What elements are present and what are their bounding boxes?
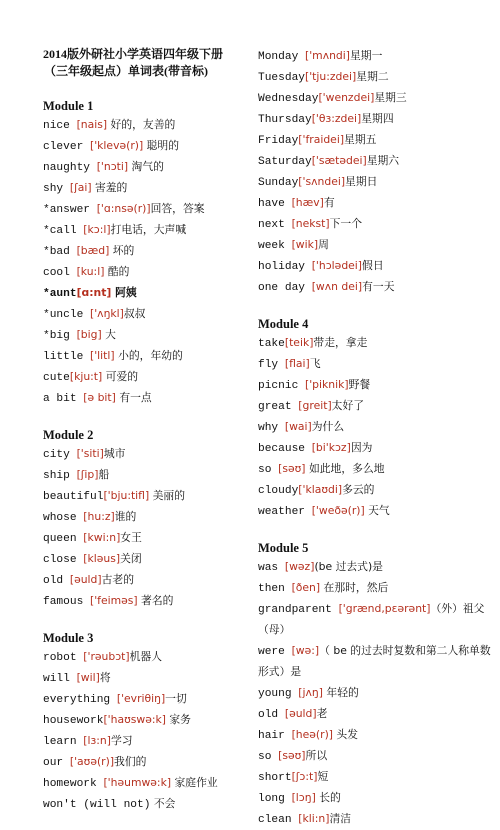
vocab-entry — [43, 773, 253, 794]
vocab-entry — [43, 752, 253, 773]
vocab-meaning: （ be 的过去时复数和第二人称单数形式）是 — [258, 644, 491, 678]
vocab-meaning: 叔叔 — [123, 307, 146, 320]
vocab-phonetic: [wai] — [284, 420, 312, 433]
vocab-meaning: 太好了 — [331, 399, 365, 412]
vocab-meaning: 一切 — [165, 692, 187, 705]
vocab-word: Tuesday — [258, 72, 305, 84]
vocab-word: *answer — [43, 204, 97, 216]
vocab-entry — [43, 507, 253, 528]
vocab-meaning: 可爱的 — [102, 370, 139, 383]
vocab-meaning: 飞 — [309, 357, 321, 370]
vocab-phonetic: ['ʌŋkl] — [90, 307, 124, 320]
vocab-entry — [258, 480, 494, 501]
vocab-entry — [258, 809, 494, 830]
vocab-phonetic: [ə bit] — [83, 391, 116, 404]
vocab-meaning: 如此地，多么地 — [305, 462, 385, 475]
vocab-phonetic: ['aʊə(r)] — [69, 755, 115, 768]
vocab-word: Thursday — [258, 114, 312, 126]
vocab-word: whose — [43, 512, 84, 524]
vocab-meaning: 关闭 — [120, 552, 142, 565]
vocab-phonetic: ['mʌndi] — [305, 49, 350, 62]
left-column — [43, 46, 253, 815]
vocab-entry — [43, 157, 253, 178]
vocab-word: next — [258, 219, 292, 231]
vocab-phonetic: [səʊ] — [278, 749, 306, 762]
vocab-phonetic: [nais] — [76, 118, 108, 131]
vocab-phonetic: ['nɔti] — [96, 160, 129, 173]
vocab-word: old — [43, 575, 70, 587]
vocab-phonetic: [wə:] — [291, 644, 320, 657]
vocab-word: won't (will not) — [43, 799, 151, 811]
vocab-word: holiday — [258, 261, 312, 273]
vocab-word: cool — [43, 267, 77, 279]
vocab-word: short — [258, 772, 292, 784]
vocab-entry — [43, 136, 253, 157]
vocab-word: why — [258, 422, 285, 434]
vocab-entry — [43, 388, 253, 409]
vocab-word: *uncle — [43, 309, 90, 321]
vocab-meaning: 周 — [318, 238, 329, 251]
vocab-entry — [258, 641, 494, 683]
vocab-phonetic: [əuld] — [69, 573, 102, 586]
vocab-phonetic: [kwi:n] — [83, 531, 121, 544]
vocab-phonetic: ['feiməs] — [90, 594, 138, 607]
right-column — [258, 46, 494, 830]
vocab-entry — [258, 214, 494, 235]
vocab-word: *call — [43, 225, 84, 237]
vocab-phonetic: [səʊ] — [278, 462, 306, 475]
vocab-word: Saturday — [258, 156, 312, 168]
vocab-meaning: 淘气的 — [128, 160, 164, 173]
vocab-phonetic: [jʌŋ] — [298, 686, 323, 699]
vocab-phonetic: ['hɔlədei] — [311, 259, 363, 272]
vocab-meaning: 星期三 — [374, 91, 407, 104]
vocab-word: cute — [43, 372, 70, 384]
vocab-word: hair — [258, 730, 292, 742]
vocab-word: queen — [43, 533, 84, 545]
vocab-word: little — [43, 351, 90, 363]
vocab-word: were — [258, 646, 292, 658]
vocab-entry — [43, 486, 253, 507]
vocab-entry — [43, 199, 253, 220]
vocab-entry — [43, 647, 253, 668]
vocab-meaning: 家务 — [165, 713, 191, 726]
vocab-meaning: 谁的 — [114, 510, 137, 523]
module-2 — [43, 427, 253, 612]
vocab-meaning: 下一个 — [329, 217, 362, 230]
vocab-entry — [258, 333, 494, 354]
vocab-entry — [43, 570, 253, 591]
vocab-meaning: 著名的 — [137, 594, 174, 607]
vocab-phonetic: ['evriθiŋ] — [116, 692, 166, 705]
module-heading: Module 3 — [43, 631, 94, 645]
vocab-meaning: 坏的 — [109, 244, 135, 257]
vocab-entry — [258, 130, 494, 151]
vocab-entry — [258, 46, 494, 67]
module-heading: Module 4 — [258, 317, 309, 331]
vocab-word: homework — [43, 778, 104, 790]
vocab-entry — [258, 599, 494, 641]
vocab-word: *big — [43, 330, 77, 342]
vocab-meaning: 老 — [316, 707, 328, 720]
vocab-entry — [43, 262, 253, 283]
vocab-word: picnic — [258, 380, 305, 392]
vocab-entry — [258, 193, 494, 214]
vocab-meaning: 所以 — [305, 749, 328, 762]
vocab-word: clean — [258, 814, 299, 826]
vocab-meaning: 多云的 — [342, 483, 375, 496]
vocab-word: city — [43, 449, 77, 461]
vocab-meaning: 假日 — [362, 259, 384, 272]
vocab-entry — [258, 725, 494, 746]
vocab-phonetic: [hæv] — [291, 196, 324, 209]
vocab-phonetic: ['litl] — [90, 349, 115, 362]
vocab-meaning: 短 — [317, 770, 329, 783]
vocab-entry — [258, 256, 494, 277]
vocab-phonetic: ['rəubɔt] — [83, 650, 130, 663]
vocab-entry — [258, 172, 494, 193]
vocab-entry — [258, 746, 494, 767]
vocab-entry — [258, 151, 494, 172]
vocab-entry — [258, 767, 494, 788]
vocab-word: Sunday — [258, 177, 299, 189]
vocab-meaning: 不会 — [150, 797, 176, 810]
module-3-continued — [258, 46, 494, 298]
vocab-word: robot — [43, 652, 84, 664]
vocab-meaning: 将 — [99, 671, 111, 684]
vocab-meaning: 年轻的 — [322, 686, 359, 699]
vocab-meaning: 长的 — [315, 791, 341, 804]
vocab-meaning: 城市 — [103, 447, 126, 460]
vocab-meaning: 船 — [98, 468, 110, 481]
vocab-phonetic: [kli:n] — [298, 812, 330, 825]
vocab-phonetic: [heə(r)] — [291, 728, 333, 741]
vocab-meaning: 阿姨 — [111, 286, 137, 299]
vocab-meaning: 打电话，大声喊 — [110, 223, 187, 236]
vocab-phonetic: ['siti] — [76, 447, 104, 460]
vocab-entry — [258, 88, 494, 109]
module-1 — [43, 98, 253, 409]
vocab-word: then — [258, 583, 292, 595]
vocab-phonetic: [wʌn dei] — [311, 280, 363, 293]
vocab-meaning: 星期六 — [366, 154, 400, 167]
vocab-phonetic: [bæd] — [76, 244, 110, 257]
vocab-word: old — [258, 709, 285, 721]
vocab-entry — [43, 549, 253, 570]
vocab-word: because — [258, 443, 312, 455]
vocab-phonetic: ['klaʊdi] — [298, 483, 343, 496]
vocab-phonetic: ['θɜ:zdei] — [311, 112, 362, 125]
vocab-word: famous — [43, 596, 90, 608]
vocab-phonetic: ['sʌndei] — [298, 175, 346, 188]
vocab-meaning: 带走，拿走 — [313, 336, 368, 349]
vocab-word: close — [43, 554, 84, 566]
vocab-phonetic: ['fraidei] — [298, 133, 345, 146]
vocab-word: week — [258, 240, 292, 252]
vocab-phonetic: [wik] — [291, 238, 319, 251]
vocab-entry — [258, 375, 494, 396]
vocab-entry — [43, 304, 253, 325]
vocab-word: our — [43, 757, 70, 769]
vocab-word: young — [258, 688, 299, 700]
vocab-meaning: 头发 — [333, 728, 359, 741]
vocab-entry — [43, 115, 253, 136]
vocab-entry — [43, 241, 253, 262]
vocab-entry — [258, 683, 494, 704]
vocab-phonetic: [bi'kɔz] — [311, 441, 351, 454]
vocab-entry — [43, 710, 253, 731]
vocab-word: was — [258, 562, 285, 574]
vocab-phonetic: [flai] — [284, 357, 310, 370]
vocab-phonetic: [wəz] — [284, 560, 315, 573]
vocab-word: *bad — [43, 246, 77, 258]
vocab-phonetic: [əuld] — [284, 707, 317, 720]
vocab-word: everything — [43, 694, 117, 706]
vocab-word: cloudy — [258, 485, 299, 497]
vocab-word: grandparent — [258, 604, 339, 616]
vocab-meaning: 大 — [101, 328, 116, 341]
vocab-meaning: 聪明的 — [143, 139, 180, 152]
vocab-meaning: 星期日 — [345, 175, 378, 188]
vocab-phonetic: [kləus] — [83, 552, 121, 565]
vocab-word: so — [258, 751, 279, 763]
vocab-meaning: 我们的 — [114, 755, 147, 768]
vocab-word: shy — [43, 183, 70, 195]
vocab-phonetic: ['həumwə:k] — [103, 776, 172, 789]
vocab-word: a bit — [43, 393, 84, 405]
vocab-word: Friday — [258, 135, 299, 147]
vocab-entry — [258, 235, 494, 256]
vocab-meaning: 酷的 — [104, 265, 130, 278]
vocab-word: learn — [43, 736, 84, 748]
vocab-word: housework — [43, 715, 104, 727]
vocab-word: long — [258, 793, 292, 805]
vocab-entry — [258, 354, 494, 375]
vocab-entry — [43, 731, 253, 752]
vocab-phonetic: ['wenzdei] — [318, 91, 375, 104]
module-5 — [258, 540, 494, 830]
vocab-phonetic: [kɔ:l] — [83, 223, 111, 236]
vocab-meaning: 星期五 — [344, 133, 377, 146]
vocab-meaning: 因为 — [350, 441, 373, 454]
vocab-meaning: 天气 — [364, 504, 390, 517]
vocab-entry — [43, 591, 253, 612]
vocab-meaning: 好的，友善的 — [107, 118, 176, 131]
vocab-meaning: 女王 — [120, 531, 142, 544]
vocab-word: will — [43, 673, 77, 685]
vocab-entry — [43, 444, 253, 465]
vocab-meaning: 学习 — [110, 734, 133, 747]
vocab-meaning: 在那时，然后 — [320, 581, 389, 594]
vocab-word: Wednesday — [258, 93, 319, 105]
vocab-phonetic: [teik] — [284, 336, 314, 349]
vocab-meaning: 古老的 — [101, 573, 135, 586]
vocab-meaning: 机器人 — [129, 650, 163, 663]
vocab-entry — [258, 501, 494, 522]
vocab-phonetic: ['grænd,pɛərənt] — [338, 602, 431, 615]
vocab-word: so — [258, 464, 279, 476]
vocab-meaning: 回答，答案 — [150, 202, 205, 215]
vocab-phonetic: [ku:l] — [76, 265, 105, 278]
vocab-entry — [43, 794, 253, 815]
module-3 — [43, 630, 253, 815]
vocab-phonetic: ['sætədei] — [311, 154, 367, 167]
vocab-word: fly — [258, 359, 285, 371]
vocab-meaning: 小的，年幼的 — [114, 349, 183, 362]
vocab-word: naughty — [43, 162, 97, 174]
vocab-word: take — [258, 338, 285, 350]
module-heading: Module 5 — [258, 541, 309, 555]
vocab-meaning: 家庭作业 — [171, 776, 218, 789]
vocab-entry — [258, 557, 494, 578]
vocab-word: have — [258, 198, 292, 210]
vocab-entry — [43, 528, 253, 549]
module-4 — [258, 316, 494, 522]
vocab-phonetic: ['bju:tifl] — [103, 489, 150, 502]
vocab-meaning: 清洁 — [329, 812, 352, 825]
vocab-phonetic: [lɔŋ] — [291, 791, 316, 804]
vocab-entry — [258, 438, 494, 459]
vocab-phonetic: [nekst] — [291, 217, 330, 230]
vocab-entry — [43, 346, 253, 367]
vocab-phonetic: ['ɑ:nsə(r)] — [96, 202, 151, 215]
vocab-entry — [258, 788, 494, 809]
vocab-word: great — [258, 401, 299, 413]
vocab-phonetic: ['piknik] — [305, 378, 349, 391]
vocab-phonetic: [ʃai] — [69, 181, 92, 194]
vocab-phonetic: [greit] — [298, 399, 332, 412]
vocab-entry — [258, 396, 494, 417]
vocab-meaning: 有一点 — [115, 391, 152, 404]
vocab-word: nice — [43, 120, 77, 132]
vocab-entry — [258, 704, 494, 725]
vocab-word: beautiful — [43, 491, 104, 503]
vocab-phonetic: [ðen] — [291, 581, 321, 594]
vocab-entry — [258, 67, 494, 88]
vocab-phonetic: ['klevə(r)] — [90, 139, 144, 152]
vocab-phonetic: [ʃip] — [76, 468, 99, 481]
vocab-phonetic: [lɜ:n] — [83, 734, 111, 747]
module-heading: Module 1 — [43, 99, 94, 113]
vocab-phonetic: ['weðə(r)] — [311, 504, 365, 517]
vocab-entry — [43, 178, 253, 199]
doc-title-line1: 2014版外研社小学英语四年级下册 — [43, 47, 224, 61]
vocab-entry — [258, 459, 494, 480]
vocab-meaning: 野餐 — [348, 378, 371, 391]
vocab-entry — [258, 578, 494, 599]
vocab-meaning: 星期一 — [350, 49, 383, 62]
vocab-phonetic: [ʃɔ:t] — [291, 770, 318, 783]
vocab-word: one day — [258, 282, 312, 294]
vocab-meaning: 为什么 — [311, 420, 345, 433]
vocab-word: ship — [43, 470, 77, 482]
vocab-entry — [43, 689, 253, 710]
vocab-meaning: 害羞的 — [91, 181, 128, 194]
vocab-entry — [43, 220, 253, 241]
vocab-phonetic: ['tju:zdei] — [305, 70, 357, 83]
vocab-word: Monday — [258, 51, 305, 63]
vocab-entry — [43, 668, 253, 689]
vocab-entry — [258, 109, 494, 130]
vocab-phonetic: [kju:t] — [69, 370, 103, 383]
vocab-entry — [258, 277, 494, 298]
vocab-entry — [43, 325, 253, 346]
vocab-phonetic: [hu:z] — [83, 510, 115, 523]
vocab-meaning: （外）祖父（母） — [258, 602, 485, 636]
vocab-meaning: 美丽的 — [149, 489, 186, 502]
vocab-phonetic: ['haʊswə:k] — [103, 713, 166, 726]
module-heading: Module 2 — [43, 428, 94, 442]
vocab-entry — [43, 367, 253, 388]
vocab-meaning: 星期四 — [361, 112, 394, 125]
vocab-word: weather — [258, 506, 312, 518]
doc-title-line2: （三年级起点）单词表(带音标) — [44, 64, 208, 78]
vocab-meaning: (be 过去式)是 — [314, 560, 383, 573]
vocab-entry — [258, 417, 494, 438]
vocab-meaning: 星期二 — [356, 70, 389, 83]
vocab-entry — [43, 283, 253, 304]
vocab-meaning: 有 — [323, 196, 335, 209]
vocab-word: clever — [43, 141, 90, 153]
vocab-phonetic: [big] — [76, 328, 102, 341]
vocab-phonetic: [wil] — [76, 671, 100, 684]
vocab-meaning: 有一天 — [362, 280, 395, 293]
vocab-word: *aunt — [43, 288, 77, 300]
vocab-phonetic: [ɑ:nt] — [76, 286, 112, 299]
vocab-entry — [43, 465, 253, 486]
